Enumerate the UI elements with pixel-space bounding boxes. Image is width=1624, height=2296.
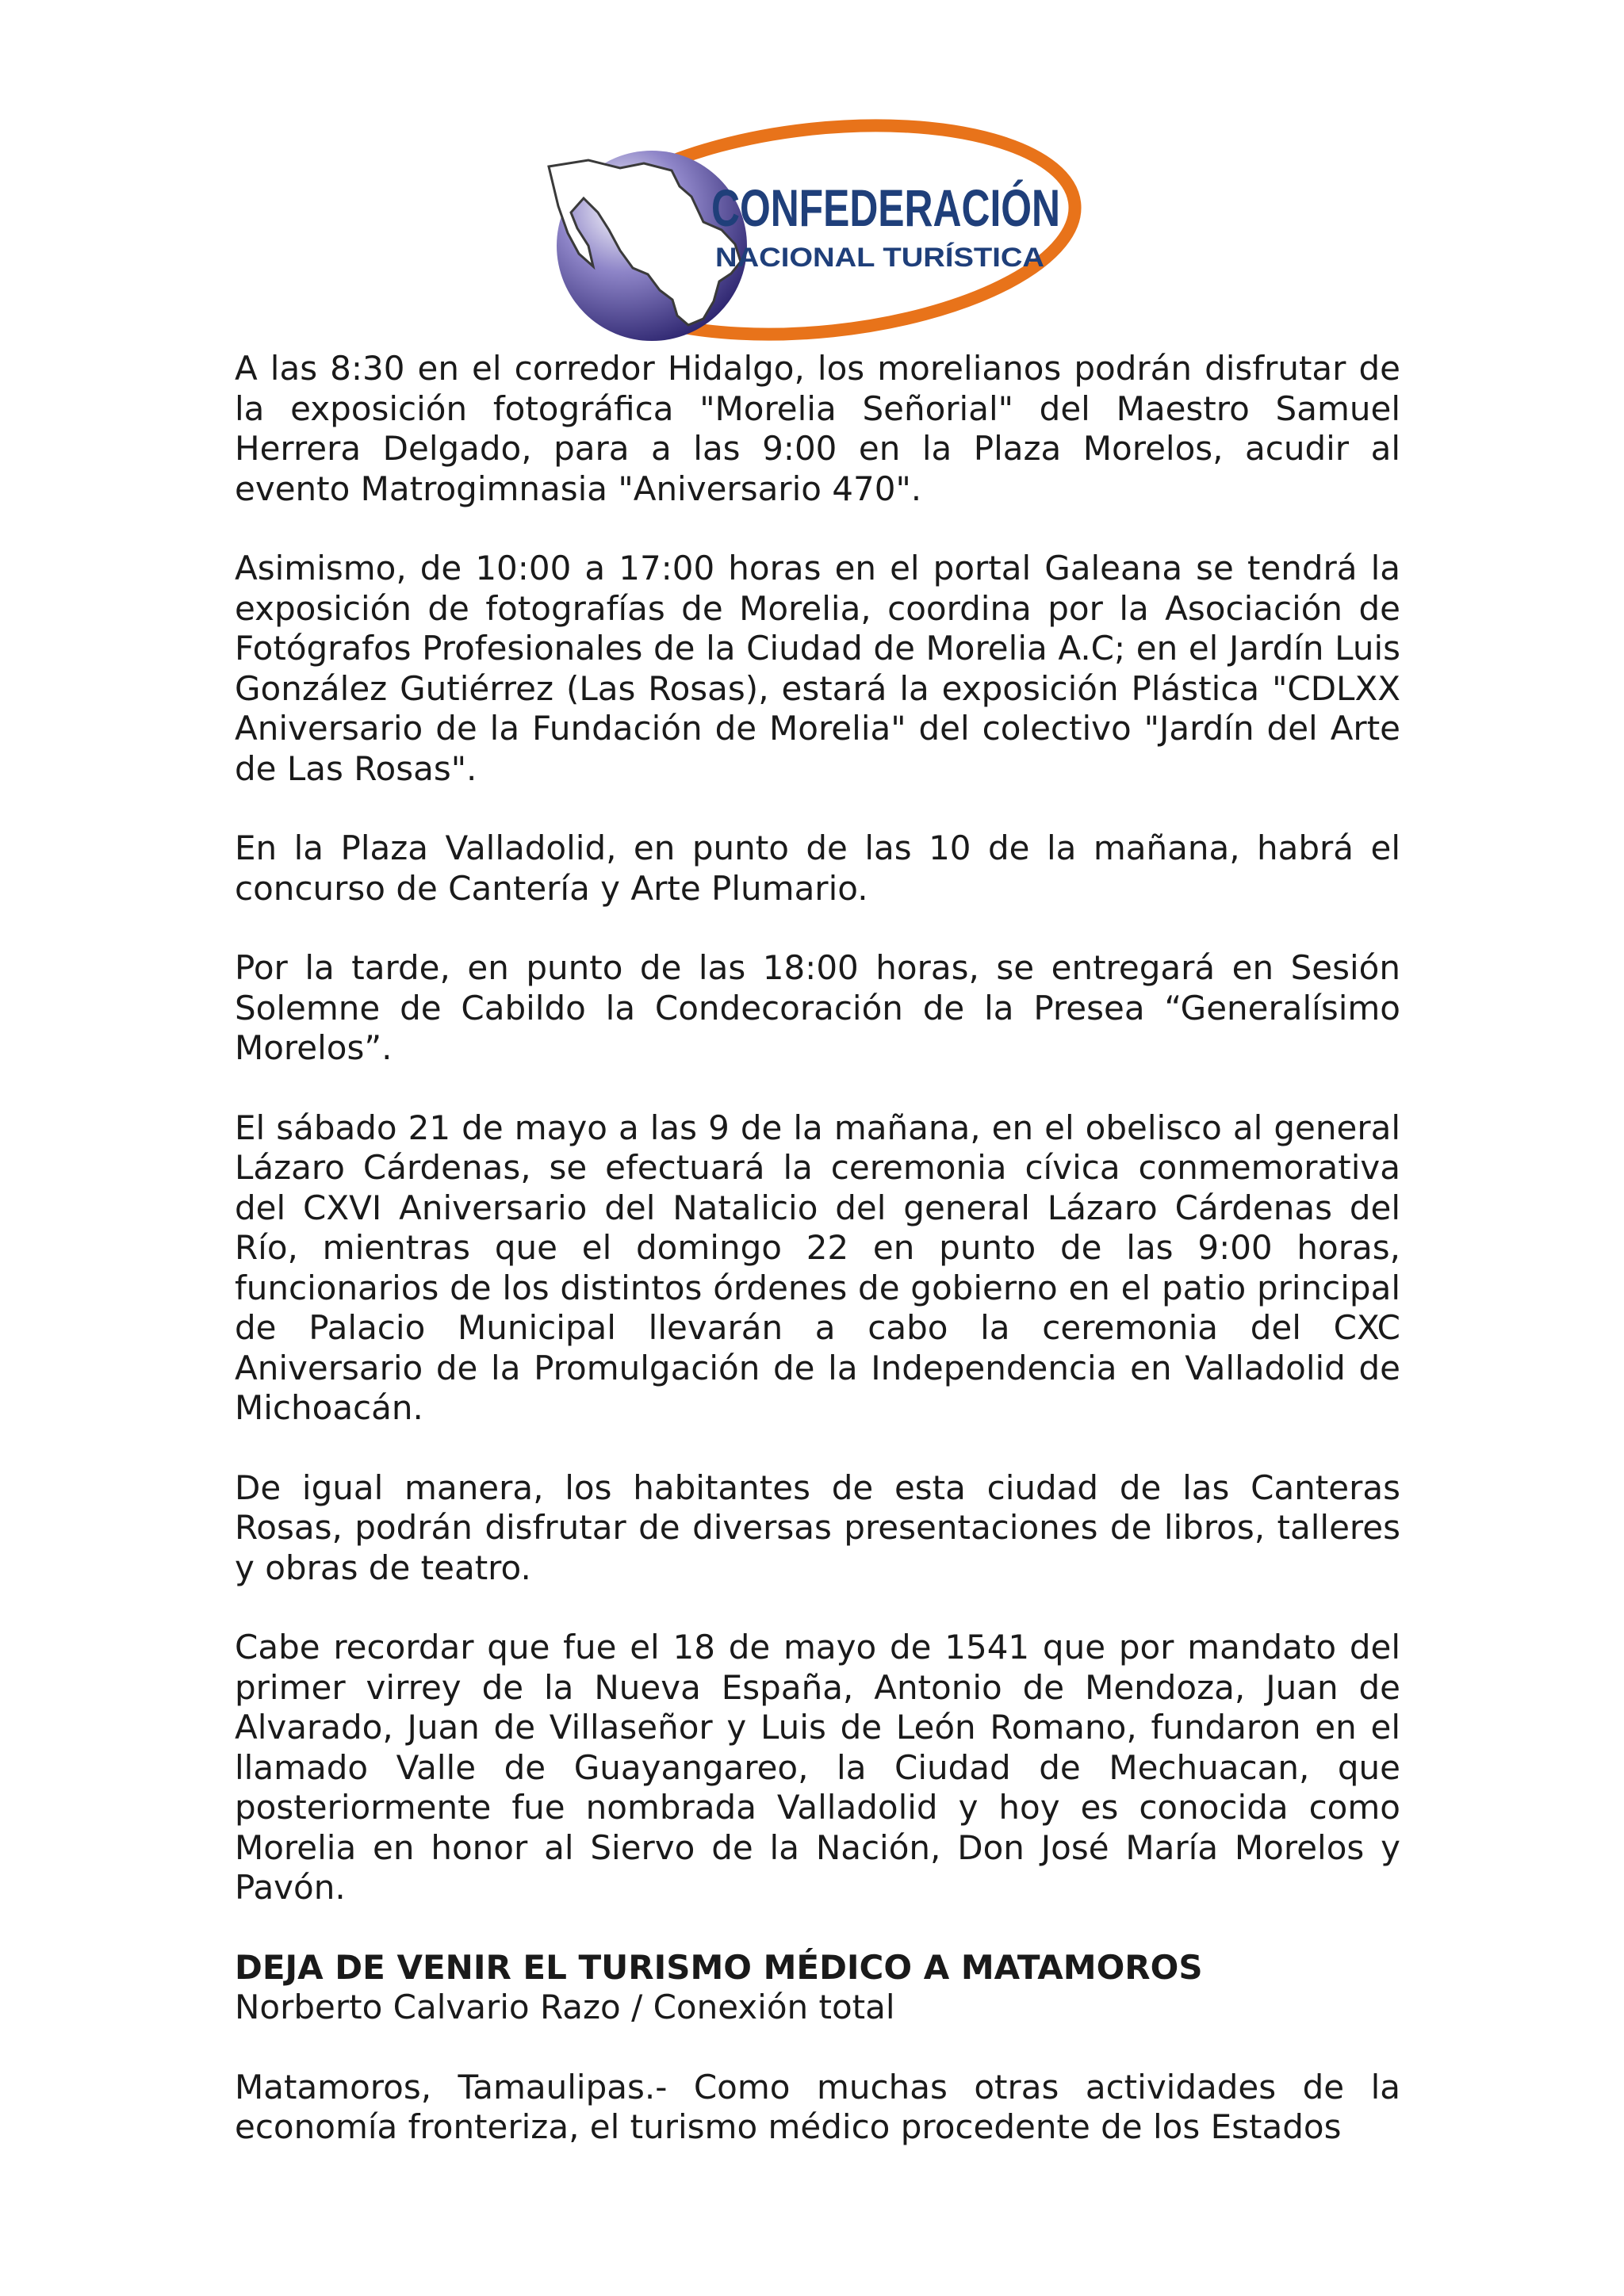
confederacion-logo — [533, 111, 1088, 349]
paragraph: Matamoros, Tamaulipas.- Como muchas otras actividades de la economía fronteriza, el turismo médico procedente de los Estados — [235, 2067, 1400, 2146]
paragraph: De igual manera, los habitantes de esta ciudad de las Canteras Rosas, podrán disfrutar de diversas presentaciones de libros, talleres y obras de teatro. — [235, 1468, 1400, 1587]
paragraph: El sábado 21 de mayo a las 9 de la mañana, en el obelisco al general Lázaro Cárdenas, se efectuará la ceremonia cívica conmemorativa del CXVI Aniversario del Natalicio del general Lázaro Cárdenas del Río, mientras que el domingo 22 en punto de las 9:00 horas, funcionarios de los distintos órdenes de gobierno en el patio principal de Palacio Municipal llevarán a cabo la ceremonia del CXC Aniversario de la Promulgación de la Independencia en Valladolid de Michoacán. — [235, 1108, 1400, 1427]
document-body — [235, 349, 1400, 2187]
paragraph: Asimismo, de 10:00 a 17:00 horas en el portal Galeana se tendrá la exposición de fotografías de Morelia, coordina por la Asociación de Fotógrafos Profesionales de la Ciudad de Morelia A.C; en el Jardín Luis González Gutiérrez (Las Rosas), estará la exposición Plástica "CDLXX Aniversario de la Fundación de Morelia" del colectivo "Jardín del Arte de Las Rosas". — [235, 549, 1400, 788]
logo-subtitle: NACIONAL TURÍSTICA — [715, 243, 1044, 273]
article-byline: Norberto Calvario Razo / Conexión total — [235, 1988, 895, 2026]
paragraph: Cabe recordar que fue el 18 de mayo de 1541 que por mandato del primer virrey de la Nueva España, Antonio de Mendoza, Juan de Alvarado, Juan de Villaseñor y Luis de León Romano, fundaron en el llamado Valle de Guayangareo, la Ciudad de Mechuacan, que posteriormente fue nombrada Valladolid y hoy es conocida como Morelia en honor al Siervo de la Nación, Don José María Morelos y Pavón. — [235, 1628, 1400, 1907]
logo-title: CONFEDERACIÓN — [711, 178, 1060, 237]
paragraph: A las 8:30 en el corredor Hidalgo, los morelianos podrán disfrutar de la exposición fotográfica "Morelia Señorial" del Maestro Samuel Herrera Delgado, para a las 9:00 en la Plaza Morelos, acudir al evento Matrogimnasia "Aniversario 470". — [235, 349, 1400, 508]
paragraph: En la Plaza Valladolid, en punto de las 10 de la mañana, habrá el concurso de Cantería y Arte Plumario. — [235, 828, 1400, 908]
paragraph: Por la tarde, en punto de las 18:00 horas, se entregará en Sesión Solemne de Cabildo la Condecoración de la Presea “Generalísimo Morelos”. — [235, 948, 1400, 1067]
article-heading: DEJA DE VENIR EL TURISMO MÉDICO A MATAMOROS — [235, 1947, 1203, 1987]
